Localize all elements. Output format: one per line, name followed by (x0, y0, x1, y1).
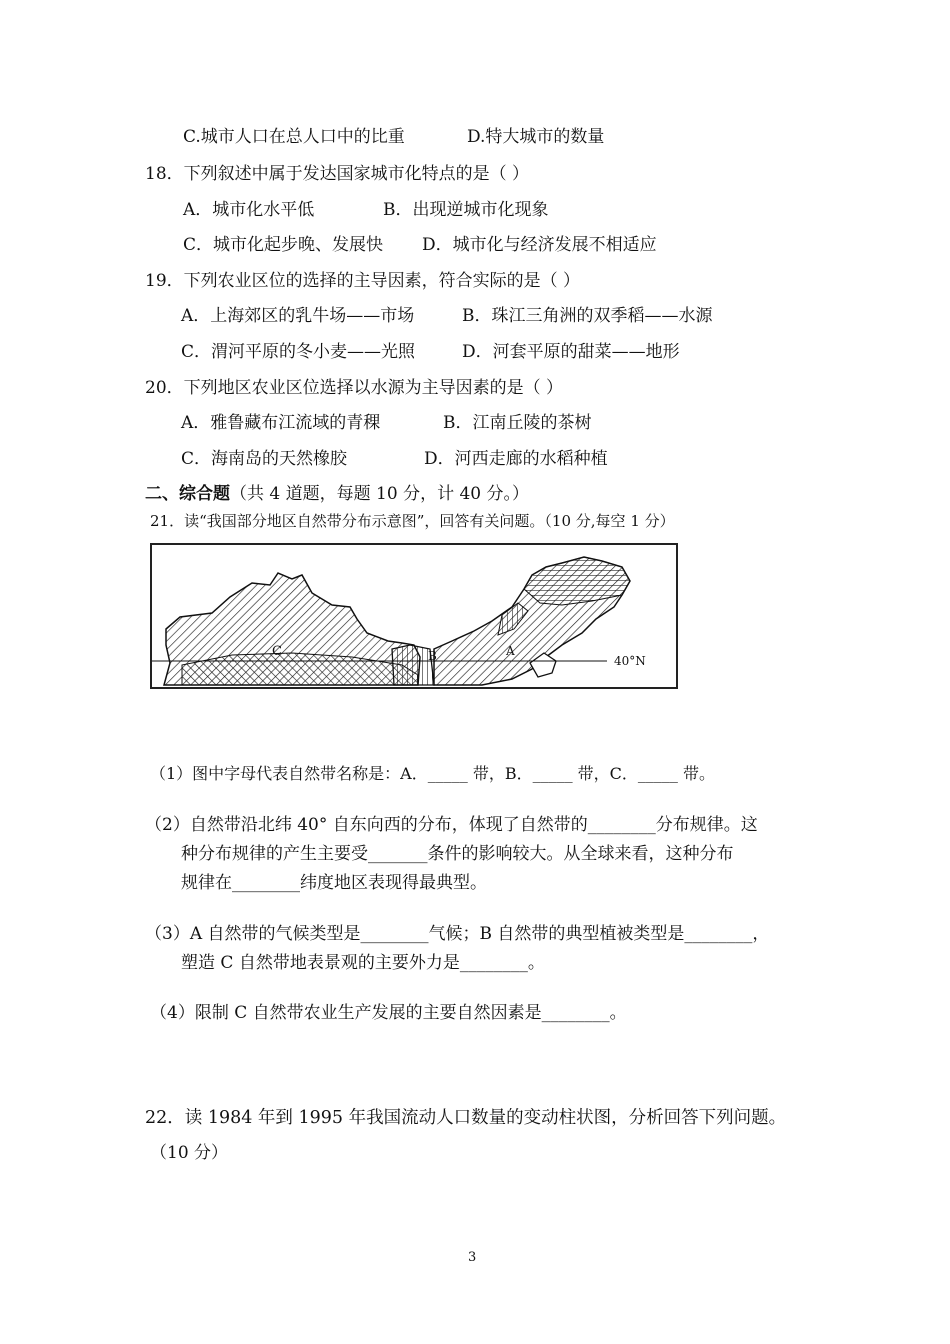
q18-option-c: C．城市化起步晚、发展快 (183, 235, 384, 255)
section-note: （共 4 道题，每题 10 分，计 40 分。） (230, 484, 530, 504)
section-heading (145, 483, 529, 505)
q19-option-a: A．上海郊区的乳牛场——市场 (181, 306, 415, 326)
q19-stem: 19．下列农业区位的选择的主导因素，符合实际的是（ ） (145, 271, 581, 291)
page-number: 3 (468, 1250, 477, 1265)
q18-option-d: D．城市化与经济发展不相适应 (422, 235, 657, 255)
q18-stem: 18．下列叙述中属于发达国家城市化特点的是（ ） (145, 164, 530, 184)
q19-option-d: D．河套平原的甜菜——地形 (462, 342, 680, 362)
q19-option-b: B．珠江三角洲的双季稻——水源 (462, 306, 713, 326)
q17-option-d: D.特大城市的数量 (467, 127, 605, 147)
q19-option-c: C．渭河平原的冬小麦——光照 (181, 342, 416, 362)
map-label-b: B (428, 649, 437, 663)
q21-sub1: （1）图中字母代表自然带名称是：A．_____ 带，B．_____ 带，C．_____ 带。 (150, 764, 715, 783)
q20-option-c: C．海南岛的天然橡胶 (181, 449, 348, 469)
map-latitude-label: 40°N (614, 654, 646, 668)
map-label-c: C (272, 644, 282, 659)
q21-sub2-line1: （2）自然带沿北纬 40° 自东向西的分布，体现了自然带的________分布规律。这 (145, 815, 758, 835)
q20-option-b: B．江南丘陵的茶树 (443, 413, 592, 433)
q21-sub4: （4）限制 C 自然带农业生产发展的主要自然因素是________。 (150, 1003, 627, 1023)
q20-option-d: D．河西走廊的水稻种植 (424, 449, 608, 469)
q22-score: （10 分） (150, 1143, 229, 1163)
q21-sub3-line1: （3）A 自然带的气候类型是________气候；B 自然带的典型植被类型是________， (145, 924, 770, 944)
q20-stem: 20．下列地区农业区位选择以水源为主导因素的是（ ） (145, 378, 564, 398)
q20-option-a: A．雅鲁藏布江流域的青稞 (181, 413, 381, 433)
q18-option-a: A．城市化水平低 (183, 200, 315, 220)
section-title: 二、综合题 (145, 484, 230, 504)
natural-zone-map-figure (152, 545, 676, 687)
q17-option-c: C.城市人口在总人口中的比重 (183, 127, 405, 147)
q22-stem: 22．读 1984 年到 1995 年我国流动人口数量的变动柱状图，分析回答下列问题。 (145, 1108, 787, 1128)
q21-stem: 21．读“我国部分地区自然带分布示意图”，回答有关问题。（10 分,每空 1 分） (150, 512, 675, 530)
q18-option-b: B．出现逆城市化现象 (383, 200, 549, 220)
q21-sub3-line2: 塑造 C 自然带地表景观的主要外力是________。 (181, 953, 545, 973)
q21-sub2-line3: 规律在________纬度地区表现得最典型。 (181, 873, 487, 893)
natural-zone-map (150, 543, 678, 689)
q21-sub2-line2: 种分布规律的产生主要受_______条件的影响较大。从全球来看，这种分布 (181, 844, 734, 864)
map-label-a: A (506, 644, 515, 658)
